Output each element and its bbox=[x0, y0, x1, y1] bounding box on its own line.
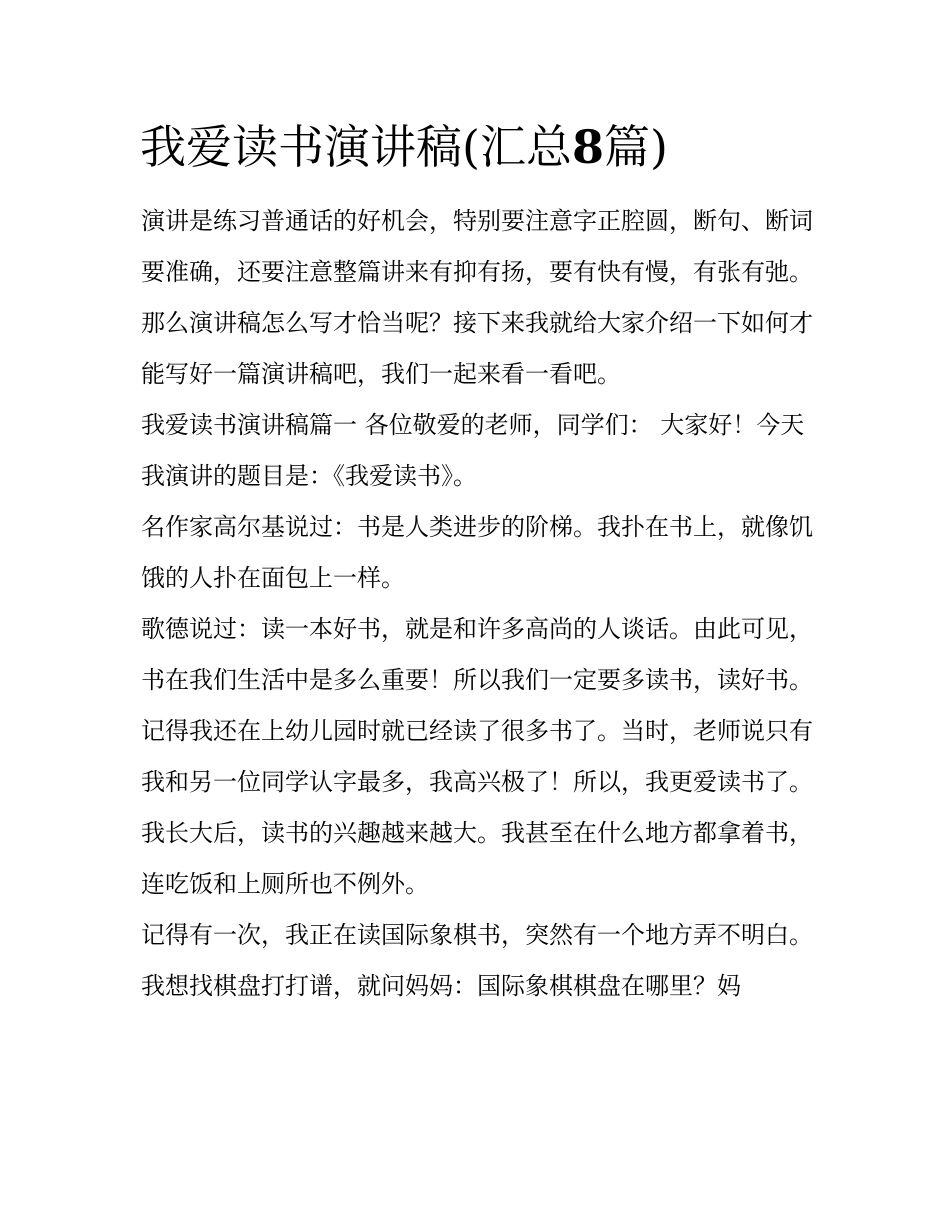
document-body bbox=[141, 196, 813, 1012]
title-suffix: 篇) bbox=[603, 120, 668, 174]
title-number: 8 bbox=[571, 120, 604, 174]
paragraph-growing-up: 我长大后，读书的兴趣越来越大。我甚至在什么地方都拿着书，连吃饭和上厕所也不例外。 bbox=[141, 819, 813, 898]
paragraph-greeting: 我爱读书演讲稿篇一 各位敬爱的老师，同学们： 大家好！今天我演讲的题目是：《我爱读书》。 bbox=[141, 411, 805, 490]
paragraph-kindergarten: 记得我还在上幼儿园时就已经读了很多书了。当时，老师说只有我和另一位同学认字最多，我高兴极了！所以，我更爱读书了。 bbox=[141, 717, 813, 796]
paragraph-chess-story: 记得有一次，我正在读国际象棋书，突然有一个地方弄不明白。我想找棋盘打打谱，就问妈妈：国际象棋棋盘在哪里？妈 bbox=[141, 921, 813, 1000]
paragraph-intro: 演讲是练习普通话的好机会，特别要注意字正腔圆，断句、断词要准确，还要注意整篇讲来有抑有扬，要有快有慢，有张有弛。那么演讲稿怎么写才恰当呢？接下来我就给大家介绍一下如何才能写好一篇演讲稿吧，我们一起来看一看吧。 bbox=[141, 207, 813, 388]
paragraph-goethe-quote: 歌德说过：读一本好书，就是和许多高尚的人谈话。由此可见，书在我们生活中是多么重要！所以我们一定要多读书，读好书。 bbox=[141, 615, 813, 694]
document-title bbox=[140, 112, 840, 182]
title-text: 我爱读书演讲稿(汇总 bbox=[140, 120, 572, 174]
paragraph-gorky-quote: 名作家高尔基说过：书是人类进步的阶梯。我扑在书上，就像饥饿的人扑在面包上一样。 bbox=[141, 513, 813, 592]
